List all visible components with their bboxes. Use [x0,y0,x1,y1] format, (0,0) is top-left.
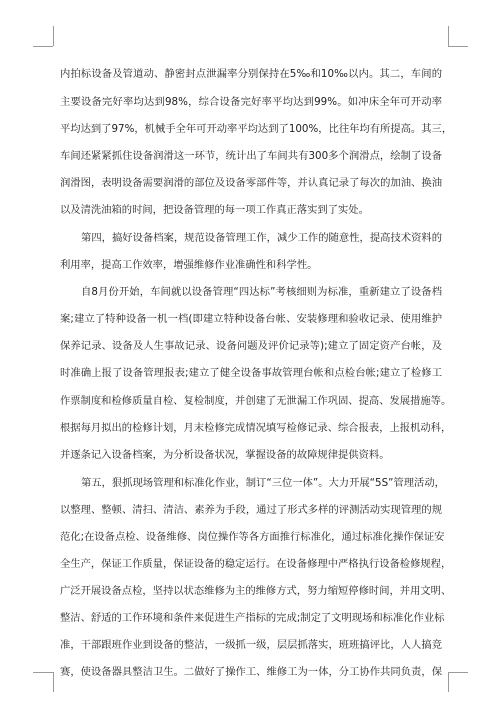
text-line: 整洁、舒适的工作环境和条件来促进生产指标的完成;制定了文明现场和标准化作业标 [60,612,445,624]
text-line: 润滑图，表明设备需要润滑的部位及设备零部件等，并认真记录了每次的加油、换油 [60,177,442,189]
text-line: 内拍标设备及管道动、静密封点泄漏率分别保持在5‰和10‰以内。其二，车间的 [60,68,442,80]
text-line: 时准确上报了设备管理报表;建立了健全设备事故管理台帐和点检台帐;建立了检修工 [60,367,442,379]
text-line: 赛，使设备器具整洁卫生。二做好了操作工、维修工为一体，分工协作共同负责，保 [60,666,442,678]
text-line: 广泛开展设备点检，坚持以状态维修为主的维修方式，努力缩短停修时间，并用文明、 [60,585,452,597]
text-line: 第五，狠抓现场管理和标准化作业，制订“三位一体”。大力开展“5S”管理活动， [81,477,445,489]
text-line: 主要设备完好率均达到98%，综合设备完好率平均达到99%。如冲床全年可开动率 [60,96,442,108]
text-line: 准，干部跟班作业到设备的整洁，一级抓一级，层层抓落实，班班搞评比，人人搞竞 [60,639,442,651]
text-line: 范化;在设备点检、设备维修、岗位操作等各方面推行标准化，通过标准化操作保证安 [60,531,445,543]
text-line: 全生产，保证工作质量，保证设备的稳定运行。在设备修理中严格执行设备检修规程， [60,558,452,570]
text-line: 平均达到了97%，机械手全年可开动率平均达到了100%，比往年均有所提高。其三， [60,123,453,135]
text-line: 第四，搞好设备档案，规范设备管理工作，减少工作的随意性，提高技术资料的 [81,232,442,244]
text-line: 案;建立了特种设备一机一档(即建立特种设备台帐、安装修理和验收记录、使用维护 [60,313,442,325]
text-line: 并逐条记入设备档案，为分析设备状况，掌握设备的故障规律提供资料。 [60,449,390,461]
text-line: 根据每月拟出的检修计划，月末检修完成情况填写检修记录、综合报表，上报机动科， [60,422,452,434]
text-line: 利用率，提高工作效率，增强维修作业准确性和科学性。 [60,259,318,271]
text-line: 作票制度和检修质量自检、复检制度，并创建了无泄漏工作巩固、提高、发展措施等。 [60,395,452,407]
text-line: 以整理、整顿、清扫、清洁、素养为手段，通过了形式多样的评测活动实现管理的规 [60,504,442,516]
text-line: 以及清洗油箱的时间，把设备管理的每一项工作真正落实到了实处。 [60,204,369,216]
text-line: 车间还紧紧抓住设备润滑这一环节，统计出了车间共有300多个润滑点，绘制了设备 [60,150,442,162]
text-line: 自8月份开始，车间就以设备管理“四达标”考核细则为标准，重新建立了设备档 [81,286,442,298]
text-line: 保养记录、设备及人生事故记录、设备问题及评价记录等);建立了固定资产台帐，及 [60,340,442,352]
